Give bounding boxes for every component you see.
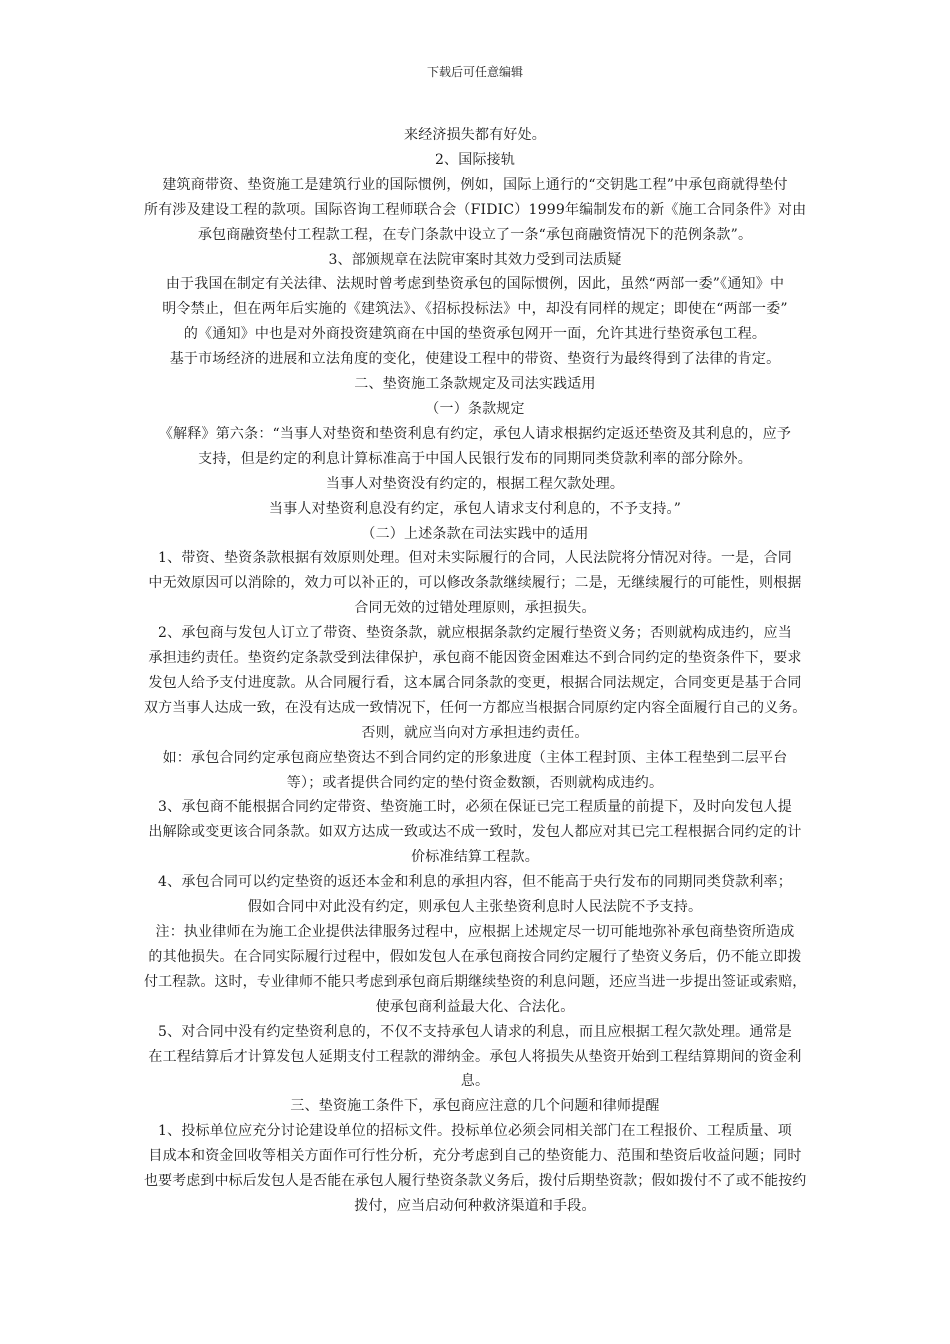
text-line: 也要考虑到中标后发包人是否能在承包人履行垫资条款义务后，拨付后期垫资款；假如拨付不了或不能按约 — [144, 1173, 807, 1190]
text-line: 来经济损失都有好处。 — [404, 127, 546, 143]
text-line: 的其他损失。在合同实际履行过程中，假如发包人在承包商按合同约定履行了垫资义务后，仍不能立即拨 — [148, 948, 802, 965]
text-line: 2、承包商与发包人订立了带资、垫资条款，就应根据条款约定履行垫资义务；否则就构成违约，应当 — [158, 625, 792, 642]
text-line: 注：执业律师在为施工企业提供法律服务过程中，应根据上述规定尽一切可能地弥补承包商垫资所造成 — [155, 924, 795, 940]
text-line: 等）；或者提供合同约定的垫付资金数额，否则就构成违约。 — [286, 774, 664, 791]
page-header: 下载后可任意编辑 — [426, 65, 523, 79]
text-line: 双方当事人达成一致，在没有达成一致情况下，任何一方都应当根据合同原约定内容全面履行自己的义务。 — [144, 699, 807, 716]
text-line: 4、承包合同可以约定垫资的返还本金和利息的承担内容，但不能高于央行发布的同期同类贷款利率； — [158, 874, 792, 891]
document-body — [144, 123, 806, 1219]
text-line: 出解除或变更该合同条款。如双方达成一致或达不成一致时，发包人都应对其已完工程根据合同约定的计 — [148, 824, 802, 841]
text-line: 《解释》第六条：“当事人对垫资和垫资利息有约定，承包人请求根据约定返还垫资及其利息的，应予 — [158, 425, 792, 442]
section-heading: 2、国际接轨 — [434, 151, 516, 168]
text-line: 基于市场经济的进展和立法角度的变化，使建设工程中的带资、垫资行为最终得到了法律的肯定。 — [169, 351, 781, 368]
text-line: 付工程款。这时，专业律师不能只考虑到承包商后期继续垫资的利息问题，还应当进一步提出签证或索赔， — [144, 973, 807, 990]
text-line: 1、投标单位应充分讨论建设单位的招标文件。投标单位必须会同相关部门在工程报价、工程质量、项 — [158, 1123, 792, 1140]
text-line: 承担违约责任。垫资约定条款受到法律保护，承包商不能因资金困难达不到合同约定的垫资条件下，要求 — [148, 650, 802, 667]
text-line: 在工程结算后才计算发包人延期支付工程款的滞纳金。承包人将损失从垫资开始到工程结算期间的资金利 — [148, 1048, 802, 1065]
text-line: 价标准结算工程款。 — [411, 849, 539, 866]
text-line: 3、承包商不能根据合同约定带资、垫资施工时，必须在保证已完工程质量的前提下，及时向发包人提 — [158, 799, 792, 816]
text-line: 支持，但是约定的利息计算标准高于中国人民银行发布的同期同类贷款利率的部分除外。 — [198, 450, 752, 467]
text-line: 目成本和资金回收等相关方面作可行性分析，充分考虑到自己的垫资能力、范围和垫资后收益问题；同时 — [148, 1148, 802, 1165]
text-line: 息。 — [460, 1073, 490, 1090]
text-line: 如：承包合同约定承包商应垫资达不到合同约定的形象进度（主体工程封顶、主体工程垫到二层平台 — [162, 749, 788, 766]
section-heading: （一）条款规定 — [425, 400, 525, 417]
text-line: 发包人给予支付进度款。从合同履行看，这本属合同条款的变更，根据合同法规定，合同变更是基于合同 — [148, 674, 802, 691]
text-line: 当事人对垫资没有约定的，根据工程欠款处理。 — [325, 475, 625, 492]
text-line: 建筑商带资、垫资施工是建筑行业的国际惯例，例如，国际上通行的“交钥匙工程”中承包商就得垫付 — [162, 176, 788, 193]
text-line: 使承包商利益最大化、合法化。 — [375, 998, 575, 1015]
text-line: 假如合同中对此没有约定，则承包人主张垫资利息时人民法院不予支持。 — [247, 899, 703, 916]
text-line: 拨付，应当启动何种救济渠道和手段。 — [354, 1197, 596, 1214]
text-line: 当事人对垫资利息没有约定，承包人请求支付利息的，不予支持。” — [268, 500, 682, 517]
text-line: 的《通知》中也是对外商投资建筑商在中国的垫资承包网开一面，允许其进行垫资承包工程。 — [183, 326, 767, 343]
text-line: 合同无效的过错处理原则，承担损失。 — [354, 600, 596, 617]
text-line: 1、带资、垫资条款根据有效原则处理。但对未实际履行的合同，人民法院将分情况对待。一是，合同 — [158, 550, 792, 567]
text-line: 所有涉及建设工程的款项。国际咨询工程师联合会（FIDIC）1999年编制发布的新《施工合同条件》对由 — [144, 201, 807, 218]
text-line: 明令禁止，但在两年后实施的《建筑法》、《招标投标法》中，却没有同样的规定；即使在“两部一委” — [162, 301, 788, 318]
text-line: 5、对合同中没有约定垫资利息的，不仅不支持承包人请求的利息，而且应根据工程欠款处理。通常是 — [158, 1023, 792, 1040]
text-line: 由于我国在制定有关法律、法规时曾考虑到垫资承包的国际惯例，因此，虽然“两部一委”《通知》中 — [165, 276, 785, 293]
text-line: 否则，就应当向对方承担违约责任。 — [361, 724, 589, 741]
section-heading: 三、垫资施工条件下，承包商应注意的几个问题和律师提醒 — [290, 1098, 660, 1115]
section-heading: 二、垫资施工条款规定及司法实践适用 — [354, 376, 596, 393]
text-line: 中无效原因可以消除的，效力可以补正的，可以修改条款继续履行；二是，无继续履行的可能性，则根据 — [148, 575, 802, 592]
section-heading: （二）上述条款在司法实践中的适用 — [361, 525, 589, 542]
text-line: 承包商融资垫付工程款工程，在专门条款中设立了一条“承包商融资情况下的范例条款”。 — [197, 226, 753, 243]
section-heading: 3、部颁规章在法院审案时其效力受到司法质疑 — [328, 251, 622, 268]
